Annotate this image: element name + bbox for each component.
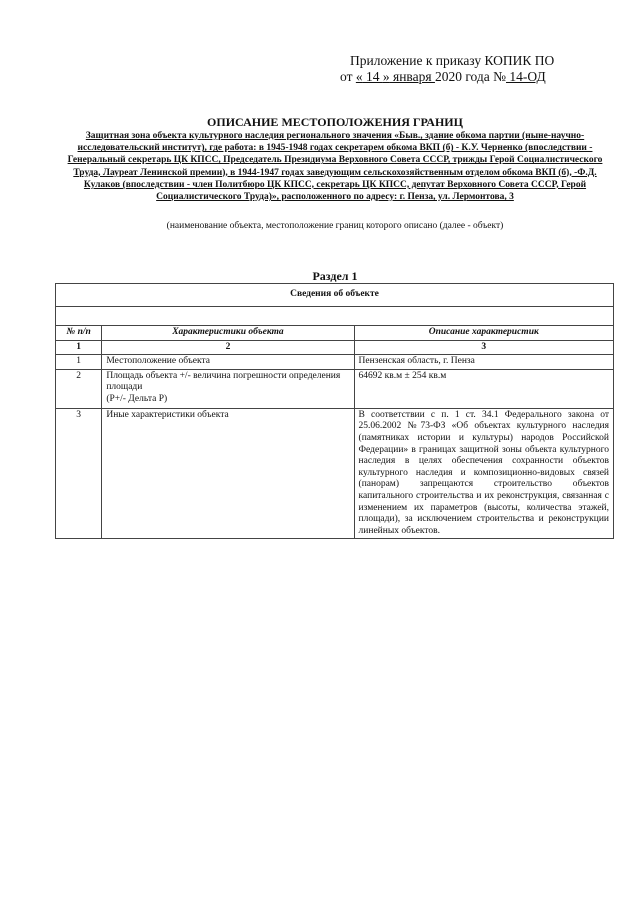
table-empty-row — [56, 307, 614, 326]
appendix-day-open: « — [355, 69, 363, 84]
object-info-table — [55, 283, 614, 539]
header-num: № п/п — [56, 326, 102, 341]
row-characteristic-text: Площадь объекта +/- величина погрешности определения площади — [106, 370, 341, 393]
table-row — [56, 408, 614, 539]
colnum-2: 2 — [102, 340, 354, 355]
table-header-row — [56, 326, 614, 341]
appendix-prefix: от — [340, 69, 353, 84]
section-title: Раздел 1 — [312, 269, 358, 283]
header-description: Описание характеристик — [354, 326, 613, 341]
appendix-line-2 — [340, 69, 600, 85]
appendix-block — [340, 53, 600, 85]
subject-note: (наименование объекта, местоположение границ которого описано (далее - объект) — [166, 221, 504, 231]
row-description: В соответствии с п. 1 ст. 34.1 Федерального закона от 25.06.2002 №73-ФЗ «Об объектах культурного наследия (памятниках истории и культуры) народов Российской Федерации» в границах защитной зоны объекта культурного наследия в целях обеспечения сохранности объектов культурного наследия и композиционно-видовых связей (панорам) запрещаются строительство объектов капитального строительства и их реконструкция, связанная с изменением их параметров (высоты, количества этажей, площади), за исключением строительства и реконструкции линейных объектов. — [354, 408, 613, 539]
colnum-1: 1 — [56, 340, 102, 355]
appendix-month: января — [389, 69, 435, 84]
document-title: ОПИСАНИЕ МЕСТОПОЛОЖЕНИЯ ГРАНИЦ — [207, 115, 463, 129]
table-caption-row — [56, 284, 614, 307]
table-caption: Сведения об объекте — [56, 284, 614, 307]
table-colnum-row — [56, 340, 614, 355]
appendix-day-close: » — [382, 69, 390, 84]
header-characteristic: Характеристики объекта — [102, 326, 354, 341]
row-num: 1 — [56, 355, 102, 370]
colnum-3: 3 — [354, 340, 613, 355]
appendix-day: 14 — [362, 69, 383, 84]
appendix-line-1: Приложение к приказу КОПИК ПО — [350, 53, 555, 68]
row-description: 64692 кв.м ± 254 кв.м — [354, 369, 613, 408]
table-row — [56, 369, 614, 408]
row-num: 3 — [56, 408, 102, 539]
row-characteristic — [102, 369, 354, 408]
row-num: 2 — [56, 369, 102, 408]
appendix-number: 14-ОД — [506, 69, 546, 84]
row-characteristic: Иные характеристики объекта — [102, 408, 354, 539]
appendix-year: 2020 года № — [434, 69, 507, 84]
row-characteristic: Местоположение объекта — [102, 355, 354, 370]
row-characteristic-extra: (Р+/- Дельта Р) — [106, 393, 168, 404]
row-description: Пензенская область, г. Пенза — [354, 355, 613, 370]
object-subject: Защитная зона объекта культурного наследия регионального значения «Быв., здание обкома партии (ныне-научно-исследовательский институт), где работа: в 1945-1948 годах секретарем обкома ВКП (б) - К.У. Черненко (впоследствии - Генеральный секретарь ЦК КПСС, Председатель Президиума Верховного Совета СССР, трижды Герой Социалистического Труда, Лауреат Ленинской премии), в 1944-1947 годах заведующим сельскохозяйственным отделом обкома ВКП (б), -Ф.Д. Кулаков (впоследствии - член Политбюро ЦК КПСС, секретарь ЦК КПСС, депутат Верховного Совета СССР, Герой Социалистического Труда)», расположенного по адресу: г. Пенза, ул. Лермонтова, 3 — [67, 131, 603, 203]
table-empty-cell — [56, 307, 614, 326]
table-row — [56, 355, 614, 370]
